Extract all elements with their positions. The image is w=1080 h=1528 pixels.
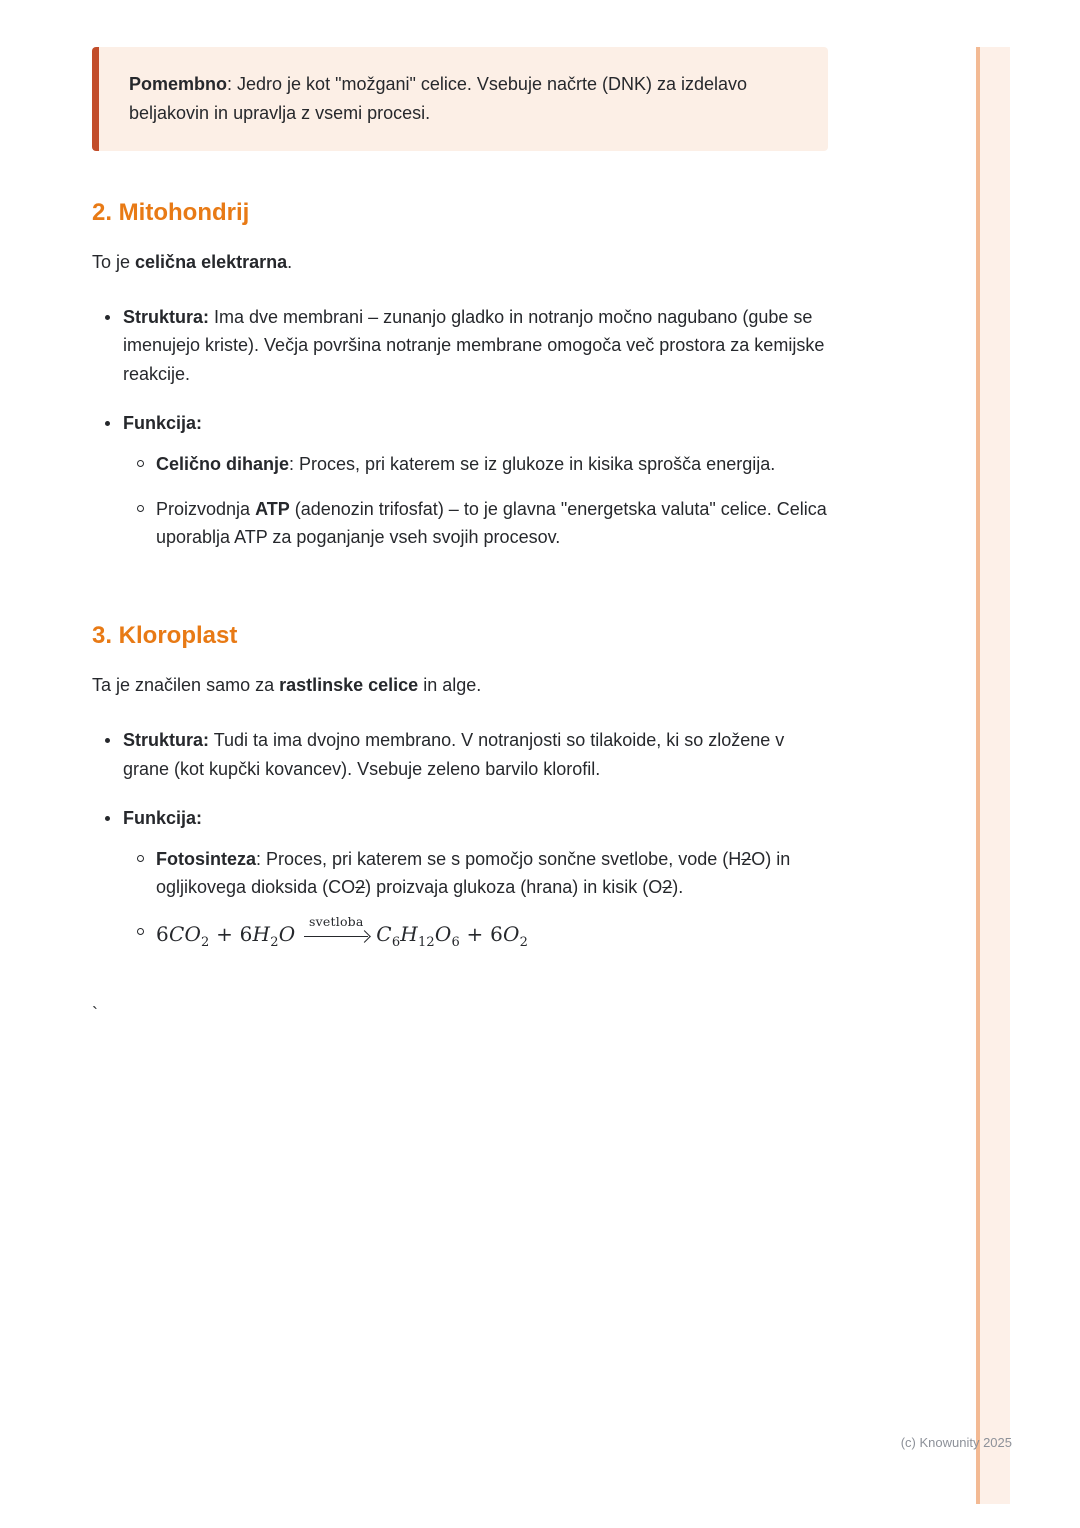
chemical-equation: $6CO_2 + 6H_2O$ svetloba $C_6H_{12}O_6 + 6O_2$ bbox=[156, 914, 529, 951]
list-item bbox=[105, 303, 828, 389]
sub-bullet-marker bbox=[137, 928, 144, 935]
bullet-marker bbox=[105, 738, 110, 743]
list-item bbox=[105, 804, 828, 966]
list-item-text: Funkcija: bbox=[123, 807, 203, 828]
section-title-mitohondrij: 2. Mitohondrij bbox=[92, 198, 250, 226]
sub-list-item bbox=[137, 914, 828, 951]
bullet-marker bbox=[105, 816, 110, 821]
section-intro-mitohondrij: To je celična elektrarna. bbox=[92, 251, 293, 272]
page-edge-strip bbox=[976, 47, 1010, 1504]
sub-list-item-text: Proizvodnja ATP (adenozin trifosfat) – to je glavna "energetska valuta" celice. Celica uporablja ATP za poganjanje vseh svojih procesov. bbox=[156, 498, 827, 548]
sub-list-item-text: Fotosinteza: Proces, pri katerem se s pomočjo sončne svetlobe, vode (H2O) in ogljikovega dioksida (CO2) proizvaja glukoza (hrana) in kisik (O2). bbox=[156, 848, 791, 898]
section-mitohondrij bbox=[92, 197, 828, 569]
important-callout bbox=[92, 47, 828, 151]
list-item bbox=[105, 409, 828, 568]
stray-backtick: ` bbox=[92, 1004, 98, 1025]
list-item-body bbox=[123, 409, 828, 568]
sub-bullet-marker bbox=[137, 855, 144, 862]
list-item-text: Funkcija: bbox=[123, 412, 203, 433]
sub-list-item-text: Celično dihanje: Proces, pri katerem se iz glukoze in kisika sprošča energija. bbox=[156, 453, 776, 474]
sub-list-item bbox=[137, 495, 828, 553]
list-item-text: Struktura: Ima dve membrani – zunanjo gladko in notranjo močno nagubano (gube se imenujejo kriste). Večja površina notranje membrane omogoča več prostora za kemijske reakcije. bbox=[123, 306, 825, 385]
footer-credit: (c) Knowunity 2025 bbox=[900, 1435, 1012, 1450]
bullet-marker bbox=[105, 421, 110, 426]
sub-list-item bbox=[137, 845, 828, 903]
sub-bullet-marker bbox=[137, 460, 144, 467]
callout-text: Pomembno: Jedro je kot "možgani" celice. Vsebuje načrte (DNK) za izdelavo beljakovin in upravlja z vsemi procesi. bbox=[129, 74, 748, 123]
list-item-text: Struktura: Tudi ta ima dvojno membrano. V notranjosti so tilakoide, ki so zložene v grane (kot kupčki kovancev). Vsebuje zeleno barvilo klorofil. bbox=[123, 730, 785, 779]
bullet-marker bbox=[105, 315, 110, 320]
sub-bullet-marker bbox=[137, 505, 144, 512]
sub-bullet-list bbox=[137, 845, 828, 951]
list-item bbox=[105, 726, 828, 784]
bullet-list bbox=[105, 303, 828, 569]
section-intro-kloroplast: Ta je značilen samo za rastlinske celice in alge. bbox=[92, 675, 482, 696]
section-title-kloroplast: 3. Kloroplast bbox=[92, 622, 238, 650]
document-page bbox=[92, 47, 828, 1029]
list-item-body bbox=[123, 804, 828, 966]
sub-bullet-list bbox=[137, 450, 828, 552]
bullet-list bbox=[105, 726, 828, 966]
section-kloroplast bbox=[92, 620, 828, 966]
sub-list-item bbox=[137, 450, 828, 479]
